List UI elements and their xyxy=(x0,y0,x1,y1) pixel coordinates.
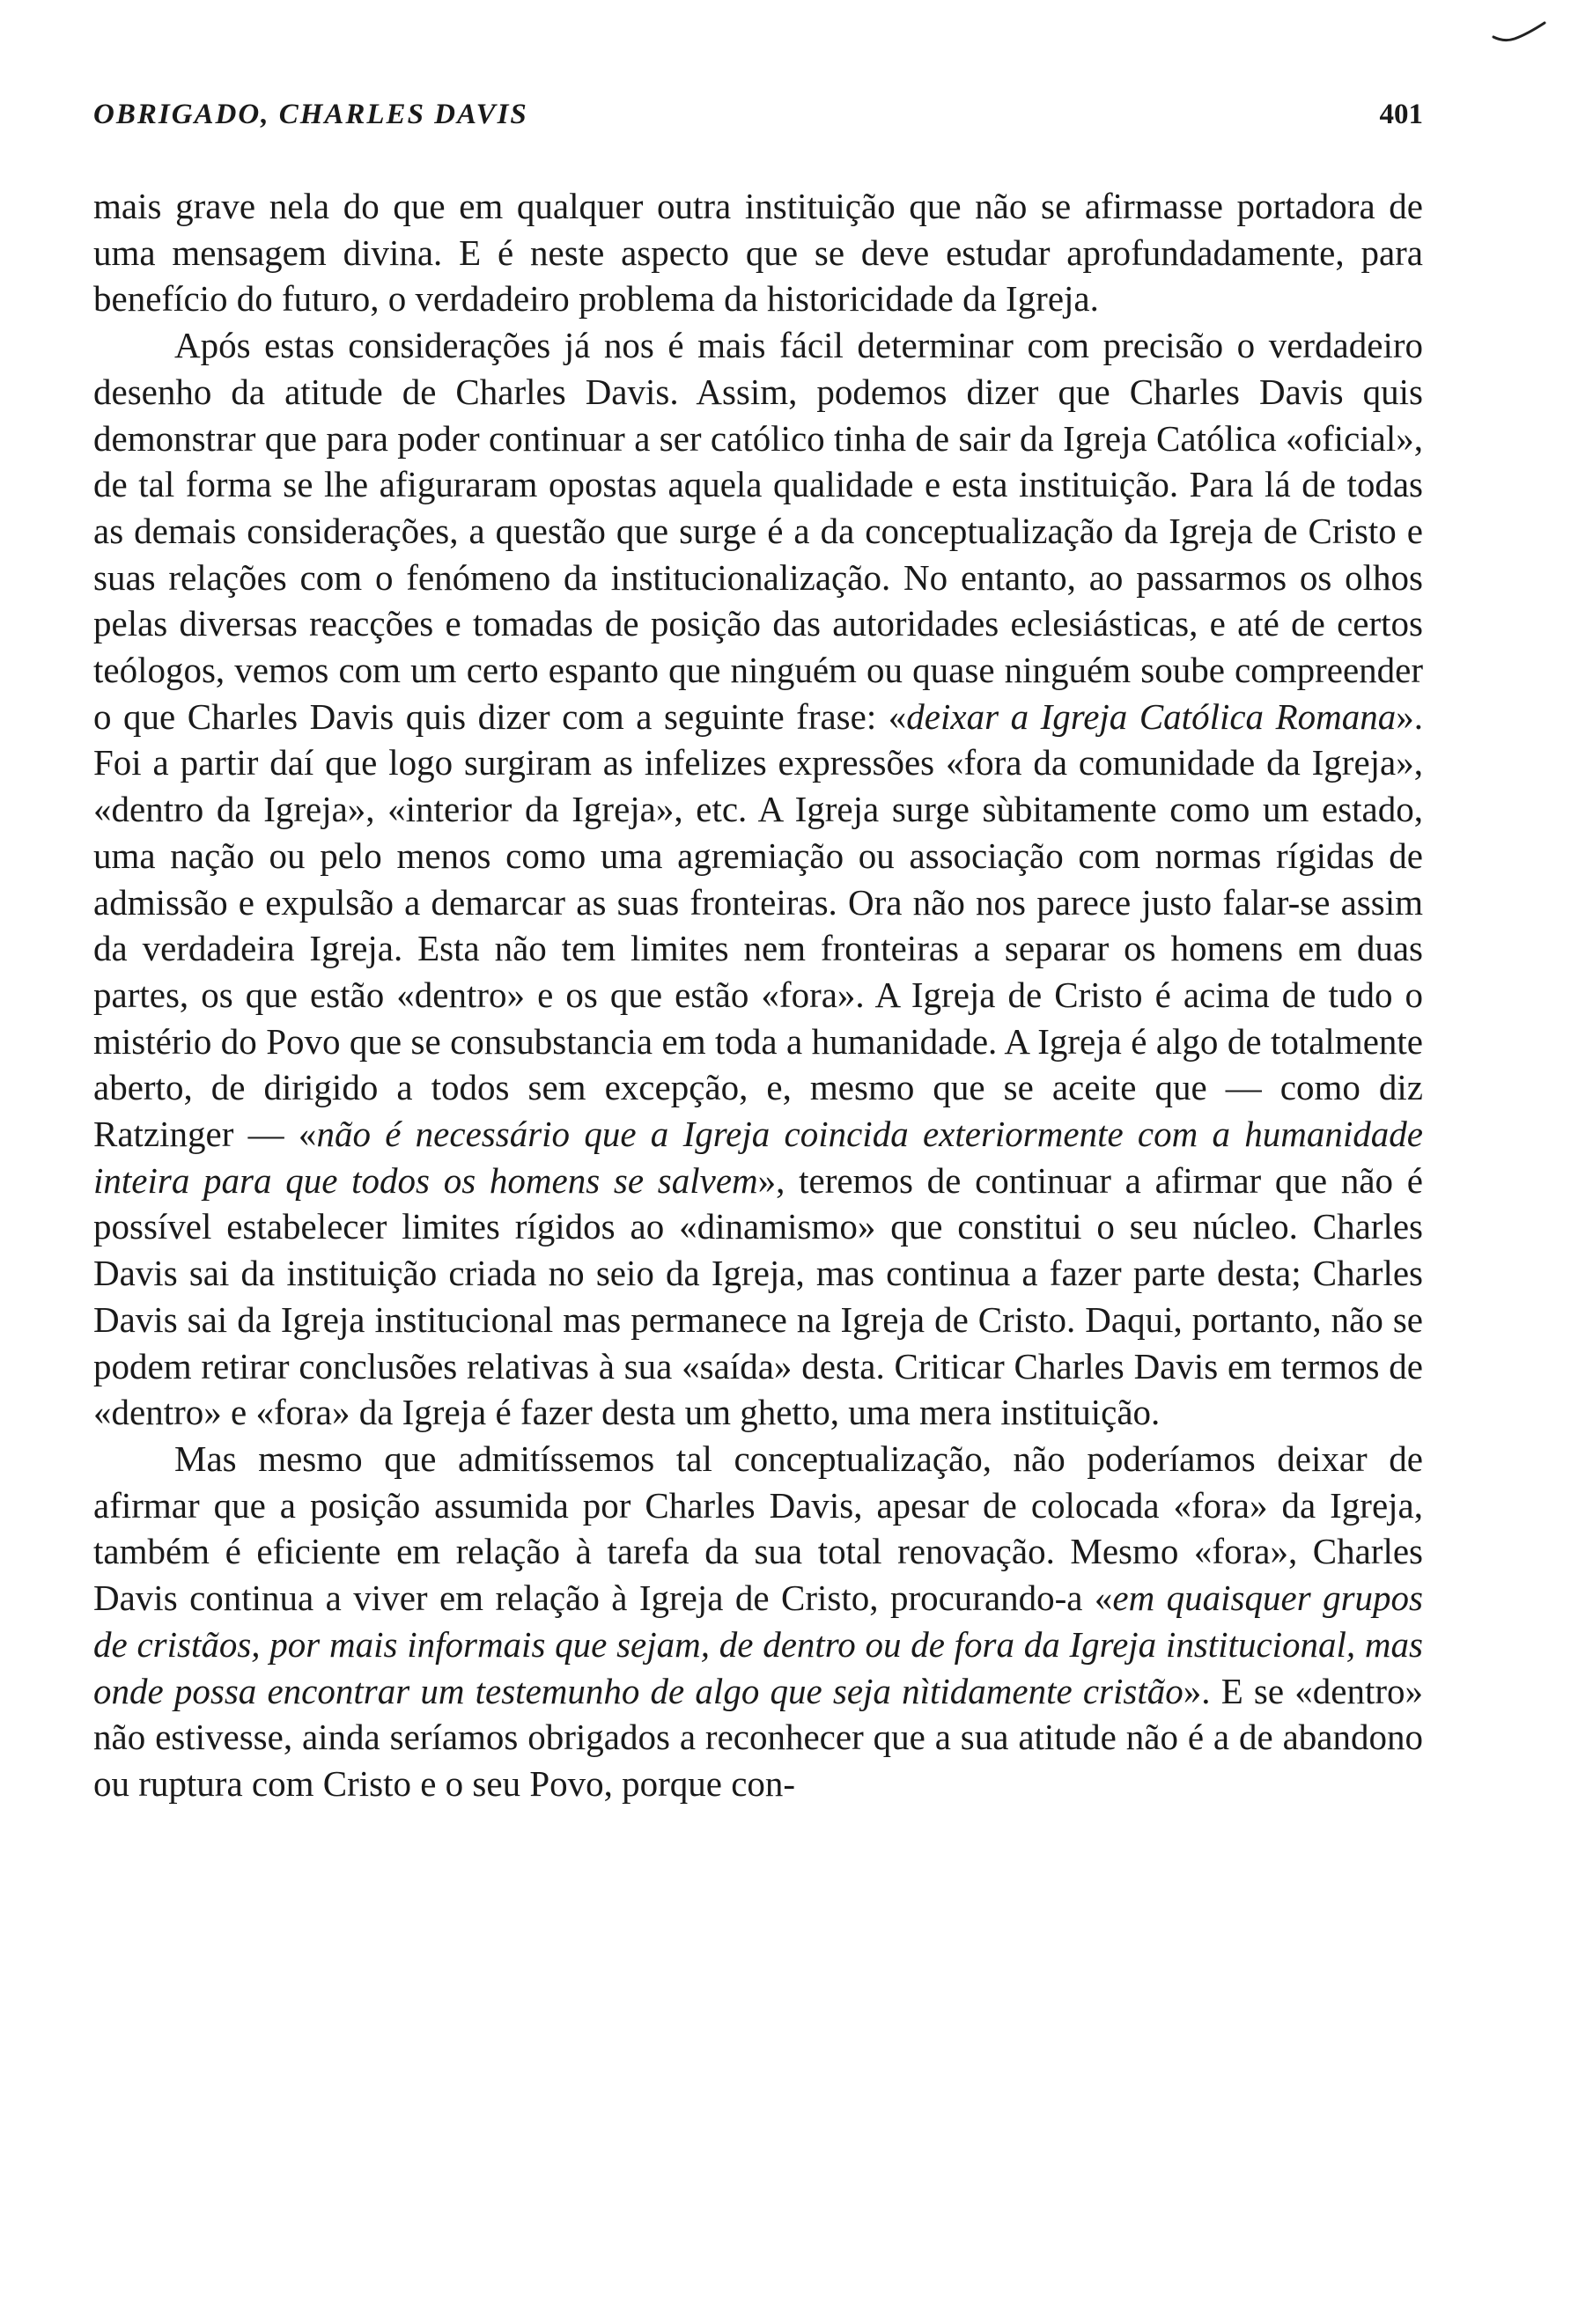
body-text xyxy=(93,183,1423,1807)
italic-quote: deixar a Igreja Católica Romana xyxy=(906,695,1397,737)
text-segment: mais grave nela do que em qualquer outra instituição que não se afirmasse portadora de uma mensagem divina. E é neste aspecto que se deve estudar aprofundadamente, para benefício do futuro, o verdadeiro problema da historicidade da Igreja. xyxy=(93,186,1423,320)
italic-quote: em quaisquer grupos de cristãos, por mais informais que sejam, de dentro ou de fora da Igreja institucional, mas onde possa encontrar um testemunho de algo que seja nìtidamente cristão xyxy=(93,1578,1423,1711)
paragraph xyxy=(93,1436,1423,1807)
pen-mark-icon xyxy=(1492,19,1546,44)
running-title: OBRIGADO, CHARLES DAVIS xyxy=(93,99,528,130)
text-segment: ». E se «dentro» não estivesse, ainda seríamos obrigados a reconhecer que a sua atitude não é a de abandono ou ruptura com Cristo e o seu Povo, porque con- xyxy=(93,1670,1423,1804)
page-number: 401 xyxy=(1379,99,1423,130)
page-header xyxy=(93,99,1423,143)
text-segment: Após estas considerações já nos é mais fácil determinar com precisão o verdadeiro desenho da atitude de Charles Davis. Assim, podemos dizer que Charles Davis quis demonstrar que para poder continuar a ser católico tinha de sair da Igreja Católica «oficial», de tal forma se lhe afiguraram opostas aquela qualidade e esta instituição. Para lá de todas as demais considerações, a questão que surge é a da conceptualização da Igreja de Cristo e suas relações com o fenómeno da institucionalização. No entanto, ao passarmos os olhos pelas diversas reacções e tomadas de posição das autoridades eclesiásticas, e até de certos teólogos, vemos com um certo espanto que ninguém ou quase ninguém soube compreender o que Charles Davis quis dizer com a seguinte frase: « xyxy=(93,325,1423,737)
paragraph xyxy=(93,322,1423,1436)
text-segment: Mas mesmo que admitíssemos tal conceptualização, não poderíamos deixar de afirmar que a posição assumida por Charles Davis, apesar de colocada «fora» da Igreja, também é eficiente em relação à tarefa da sua total renovação. Mesmo «fora», Charles Davis continua a viver em relação à Igreja de Cristo, procurando-a « xyxy=(93,1438,1423,1619)
italic-quote: não é necessário que a Igreja coincida exteriormente com a humanidade inteira para que todos os homens se salvem xyxy=(93,1114,1423,1201)
text-segment: », teremos de continuar a afirmar que não é possível estabelecer limites rígidos ao «dinamismo» que constitui o seu núcleo. Charles Davis sai da instituição criada no seio da Igreja, mas continua a fazer parte desta; Charles Davis sai da Igreja institucional mas permanece na Igreja de Cristo. Daqui, portanto, não se podem retirar conclusões relativas à sua «saída» desta. Criticar Charles Davis em termos de «dentro» e «fora» da Igreja é fazer desta um ghetto, uma mera instituição. xyxy=(93,1159,1423,1433)
text-segment: ». Foi a partir daí que logo surgiram as infelizes expressões «fora da comunidade da Igreja», «dentro da Igreja», «interior da Igreja», etc. A Igreja surge sùbitamente como um estado, uma nação ou pelo menos como uma agremiação ou associação com normas rígidas de admissão e expulsão a demarcar as suas fronteiras. Ora não nos parece justo falar-se assim da verdadeira Igreja. Esta não tem limites nem fronteiras a separar os homens em duas partes, os que estão «dentro» e os que estão «fora». A Igreja de Cristo é acima de tudo o mistério do Povo que se consubstancia em toda a humanidade. A Igreja é algo de totalmente aberto, de dirigido a todos sem excepção, e, mesmo que se aceite que — como diz Ratzinger — « xyxy=(93,695,1423,1155)
paragraph xyxy=(93,183,1423,322)
